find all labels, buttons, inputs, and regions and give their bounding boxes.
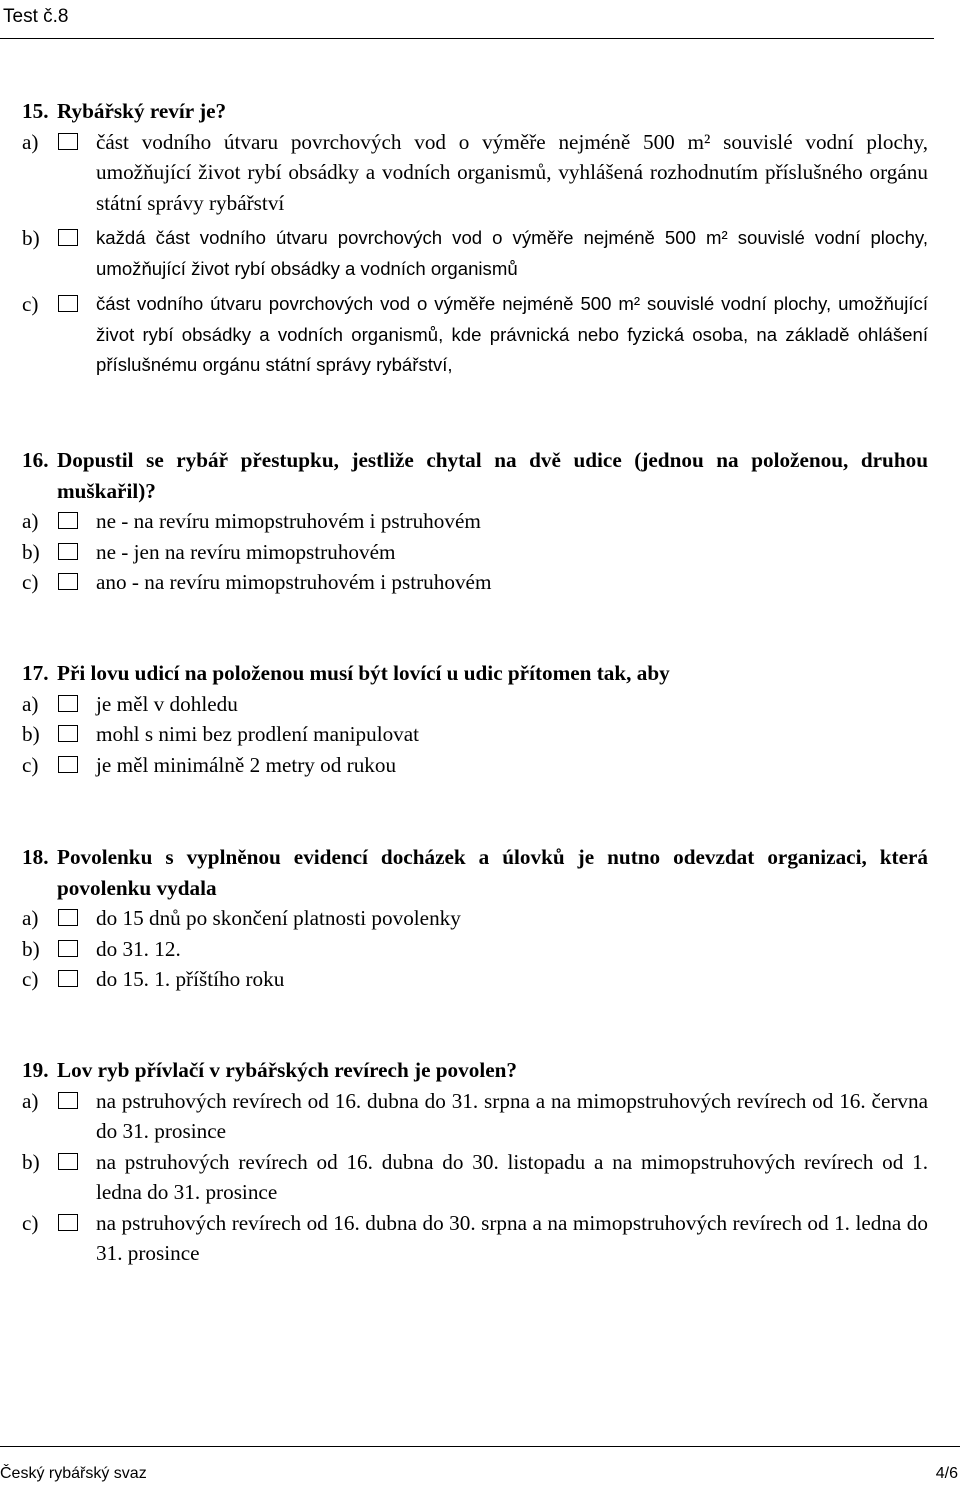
question-15: [22, 96, 928, 381]
question-text: Při lovu udicí na položenou musí být lovící u udic přítomen tak, aby: [57, 661, 670, 685]
option-text: část vodního útvaru povrchových vod o výměře nejméně 500 m² souvislé vodní plochy, umožňující život rybí obsádky a vodních organismů, kde právnická nebo fyzická osoba, na základě ohlášení příslušnému orgánu státní správy rybářství,: [96, 293, 928, 375]
option-label: a): [22, 129, 39, 154]
option-a: [22, 689, 928, 720]
question-title: [22, 96, 928, 127]
option-b: [22, 537, 928, 568]
option-c: [22, 750, 928, 781]
answer-checkbox[interactable]: [58, 695, 78, 712]
option-text: na pstruhových revírech od 16. dubna do 31. srpna a na mimopstruhových revírech od 16. června do 31. prosince: [96, 1088, 928, 1143]
answer-checkbox[interactable]: [58, 725, 78, 742]
question-title: [22, 658, 928, 689]
option-text: je měl minimálně 2 metry od rukou: [96, 752, 397, 777]
question-number: 16.: [22, 448, 49, 472]
option-text: ne - na revíru mimopstruhovém i pstruhovém: [96, 509, 481, 533]
question-number: 17.: [22, 661, 49, 685]
option-b: [22, 719, 928, 750]
option-text: mohl s nimi bez prodlení manipulovat: [96, 722, 420, 746]
answer-checkbox[interactable]: [58, 543, 78, 560]
option-label: c): [22, 752, 39, 777]
option-label: c): [22, 1210, 39, 1235]
option-label: b): [22, 722, 40, 746]
option-text: každá část vodního útvaru povrchových vod o výměře nejméně 500 m² souvislé vodní plochy, umožňující život rybí obsádky a vodních organismů: [96, 227, 928, 279]
option-b: [22, 934, 928, 965]
answer-checkbox[interactable]: [58, 1214, 78, 1231]
option-a: [22, 903, 928, 934]
option-text: je měl v dohledu: [96, 691, 238, 716]
option-label: a): [22, 509, 39, 533]
option-label: b): [22, 1149, 40, 1174]
option-label: a): [22, 906, 39, 930]
question-text: Rybářský revír je?: [57, 99, 227, 123]
answer-checkbox[interactable]: [58, 909, 78, 926]
page-header: [0, 0, 934, 39]
option-text: do 31. 12.: [96, 936, 181, 961]
option-text: na pstruhových revírech od 16. dubna do 30. srpna a na mimopstruhových revírech od 1. ledna do 31. prosince: [96, 1210, 928, 1265]
answer-checkbox[interactable]: [58, 229, 78, 246]
option-a: [22, 127, 928, 219]
option-a: [22, 1086, 928, 1147]
answer-checkbox[interactable]: [58, 940, 78, 957]
option-c: [22, 567, 928, 598]
option-c: [22, 1208, 928, 1269]
page-number: 4/6: [935, 1465, 958, 1482]
answer-checkbox[interactable]: [58, 133, 78, 150]
question-title: [22, 445, 928, 506]
question-number: 15.: [22, 99, 49, 123]
answer-checkbox[interactable]: [58, 512, 78, 529]
option-text: část vodního útvaru povrchových vod o výměře nejméně 500 m² souvislé vodní plochy, umožňující život rybí obsádky a vodních organismů, vyhlášená rozhodnutím příslušného orgánu státní správy rybářství: [96, 129, 928, 215]
question-19: [22, 1055, 928, 1269]
option-label: b): [22, 226, 40, 250]
option-label: b): [22, 936, 40, 961]
option-a: [22, 506, 928, 537]
question-18: [22, 842, 928, 995]
answer-checkbox[interactable]: [58, 295, 78, 312]
answer-checkbox[interactable]: [58, 756, 78, 773]
option-label: c): [22, 967, 39, 991]
option-text: ne - jen na revíru mimopstruhovém: [96, 539, 396, 564]
option-label: c): [22, 292, 39, 316]
answer-checkbox[interactable]: [58, 1092, 78, 1109]
question-title: [22, 1055, 928, 1086]
option-label: a): [22, 691, 39, 716]
question-text: Dopustil se rybář přestupku, jestliže chytal na dvě udice (jednou na položenou, druhou muškařil)?: [57, 448, 928, 503]
answer-checkbox[interactable]: [58, 970, 78, 987]
option-label: b): [22, 539, 40, 564]
option-label: c): [22, 570, 39, 594]
question-text: Lov ryb přívlačí v rybářských revírech je povolen?: [57, 1058, 518, 1082]
answer-checkbox[interactable]: [58, 1153, 78, 1170]
question-17: [22, 658, 928, 780]
option-c: [22, 289, 928, 381]
question-title: [22, 842, 928, 903]
option-text: ano - na revíru mimopstruhovém i pstruhovém: [96, 570, 492, 594]
page-footer: [0, 1446, 960, 1487]
option-text: na pstruhových revírech od 16. dubna do 30. listopadu a na mimopstruhových revírech od 1. ledna do 31. prosince: [96, 1149, 928, 1204]
option-b: [22, 1147, 928, 1208]
option-c: [22, 964, 928, 995]
option-text: do 15 dnů po skončení platnosti povolenky: [96, 906, 461, 930]
question-text: Povolenku s vyplněnou evidencí docházek a úlovků je nutno odevzdat organizaci, která povolenku vydala: [57, 845, 928, 900]
question-16: [22, 445, 928, 598]
answer-checkbox[interactable]: [58, 573, 78, 590]
question-number: 18.: [22, 845, 49, 869]
option-b: [22, 223, 928, 284]
option-text: do 15. 1. příštího roku: [96, 967, 285, 991]
question-number: 19.: [22, 1058, 49, 1082]
test-title: Test č.8: [3, 6, 69, 27]
option-label: a): [22, 1088, 39, 1113]
organization-name: Český rybářský svaz: [0, 1465, 147, 1482]
